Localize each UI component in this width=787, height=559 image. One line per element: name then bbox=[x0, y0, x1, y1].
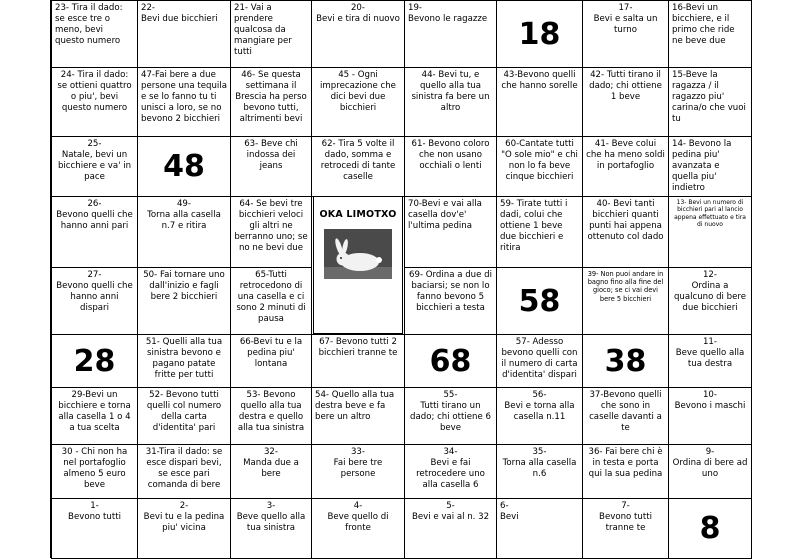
board-square: 35- Torna alla casella n.6 bbox=[496, 444, 583, 499]
board-square: 44- Bevi tu, e quello alla tua sinistra fa bere un altro bbox=[404, 67, 497, 137]
board-square: 33- Fai bere tre persone bbox=[311, 444, 405, 499]
board-square: 54- Quello alla tua destra beve e fa bere un altro bbox=[311, 387, 405, 445]
board-square: 5- Bevi e vai al n. 32 bbox=[404, 498, 497, 559]
board-square: 62- Tira 5 volte il dado, somma e retrocedi di tante caselle bbox=[311, 136, 405, 197]
board-square: 40- Bevi tanti bicchieri quanti punti hai appena ottenuto col dado bbox=[582, 196, 669, 268]
board-square: 39- Non puoi andare in bagno fino alla fine del gioco; se ci vai devi bere 5 bicchieri bbox=[582, 267, 669, 335]
board-square: 47-Fai bere a due persone una tequila e se lo fanno tu ti unisci a loro, se no bevono 2 bicchieri bbox=[137, 67, 231, 137]
board-square: 56- Bevi e torna alla casella n.11 bbox=[496, 387, 583, 445]
milestone-square: 68 bbox=[404, 334, 497, 388]
board-square: 59- Tirate tutti i dadi, colui che ottiene 1 beve due bicchieri e ritira bbox=[496, 196, 583, 268]
board-square: 10- Bevono i maschi bbox=[668, 387, 752, 445]
board-square: 12- Ordina a qualcuno di bere due bicchieri bbox=[668, 267, 752, 335]
board-square: 37-Bevono quelli che sono in caselle davanti a te bbox=[582, 387, 669, 445]
board-square: 27- Bevono quelli che hanno anni dispari bbox=[51, 267, 138, 335]
board-square: 25- Natale, bevi un bicchiere e va' in pace bbox=[51, 136, 138, 197]
board-square: 1- Bevono tutti bbox=[51, 498, 138, 559]
board-square: 29-Bevi un bicchiere e torna alla casella 1 o 4 a tua scelta bbox=[51, 387, 138, 445]
board-square: 16-Bevi un bicchiere, e il primo che ride ne beve due bbox=[668, 0, 752, 68]
board-square: 14- Bevono la pedina piu' avanzata e quella piu' indietro bbox=[668, 136, 752, 197]
board-square: 41- Beve colui che ha meno soldi in portafoglio bbox=[582, 136, 669, 197]
board-square: 63- Beve chi indossa dei jeans bbox=[230, 136, 312, 197]
board-square: 3- Beve quello alla tua sinistra bbox=[230, 498, 312, 559]
milestone-square: 38 bbox=[582, 334, 669, 388]
board-square: 55- Tutti tirano un dado; chi ottiene 6 beve bbox=[404, 387, 497, 445]
board-square: 30 - Chi non ha nel portafoglio almeno 5 euro beve bbox=[51, 444, 138, 499]
board-square: 53- Bevono quello alla tua destra e quello alla tua sinistra bbox=[230, 387, 312, 445]
board-square: 49- Torna alla casella n.7 e ritira bbox=[137, 196, 231, 268]
board-square: 4- Beve quello di fronte bbox=[311, 498, 405, 559]
board-square: 45 - Ogni imprecazione che dici bevi due bicchieri bbox=[311, 67, 405, 137]
center-logo-box bbox=[313, 196, 403, 334]
board-square: 66-Bevi tu e la pedina piu' lontana bbox=[230, 334, 312, 388]
board-square: 70-Bevi e vai alla casella dov'e' l'ultima pedina bbox=[404, 196, 497, 268]
board-square: 9- Ordina di bere ad uno bbox=[668, 444, 752, 499]
board-square: 50- Fai tornare uno dall'inizio e fagli bere 2 bicchieri bbox=[137, 267, 231, 335]
milestone-square: 18 bbox=[496, 0, 583, 68]
board-square: 11- Beve quello alla tua destra bbox=[668, 334, 752, 388]
center-title: OKA LIMOTXO bbox=[319, 209, 397, 220]
board-square: 2- Bevi tu e la pedina piu' vicina bbox=[137, 498, 231, 559]
board-square: 51- Quelli alla tua sinistra bevono e pagano patate fritte per tutti bbox=[137, 334, 231, 388]
board-square: 36- Fai bere chi è in testa e porta qui la sua pedina bbox=[582, 444, 669, 499]
board-square: 42- Tutti tirano il dado; chi ottiene 1 beve bbox=[582, 67, 669, 137]
board-square: 46- Se questa settimana il Brescia ha perso bevono tutti, altrimenti bevi bbox=[230, 67, 312, 137]
board-square: 20- Bevi e tira di nuovo bbox=[311, 0, 405, 68]
milestone-square: 48 bbox=[137, 136, 231, 197]
board-square: 6- Bevi bbox=[496, 498, 583, 559]
milestone-square: 8 bbox=[668, 498, 752, 559]
board-square: 43-Bevono quelli che hanno sorelle bbox=[496, 67, 583, 137]
board-square: 34- Bevi e fai retrocedere uno alla casella 6 bbox=[404, 444, 497, 499]
board-square: 57- Adesso bevono quelli con il numero di carta d'identita' dispari bbox=[496, 334, 583, 388]
board-square: 32- Manda due a bere bbox=[230, 444, 312, 499]
rabbit-logo-icon bbox=[324, 229, 392, 279]
milestone-square: 58 bbox=[496, 267, 583, 335]
board-square: 7- Bevono tutti tranne te bbox=[582, 498, 669, 559]
board-square: 69- Ordina a due di baciarsi; se non lo fanno bevono 5 bicchieri a testa bbox=[404, 267, 497, 335]
board-square: 60-Cantate tutti "O sole mio" e chi non lo fa beve cinque bicchieri bbox=[496, 136, 583, 197]
board-square: 52- Bevono tutti quelli col numero della carta d'identita' pari bbox=[137, 387, 231, 445]
board-square: 61- Bevono coloro che non usano occhiali o lenti bbox=[404, 136, 497, 197]
board-square: 24- Tira il dado: se ottieni quattro o piu', bevi questo numero bbox=[51, 67, 138, 137]
board-square: 15-Beve la ragazza / il ragazzo piu' carina/o che vuoi tu bbox=[668, 67, 752, 137]
board-square: 26- Bevono quelli che hanno anni pari bbox=[51, 196, 138, 268]
milestone-square: 28 bbox=[51, 334, 138, 388]
board-square: 23- Tira il dado: se esce tre o meno, bevi questo numero bbox=[51, 0, 138, 68]
board-square: 65-Tutti retrocedono di una casella e ci sono 2 minuti di pausa bbox=[230, 267, 312, 335]
board-square: 64- Se bevi tre bicchieri veloci gli altri ne berranno uno; se no ne bevi due bbox=[230, 196, 312, 268]
board-square: 21- Vai a prendere qualcosa da mangiare per tutti bbox=[230, 0, 312, 68]
board-square: 13- Bevi un numero di bicchieri pari al lancio appena effettuato e tira di nuovo bbox=[668, 196, 752, 268]
board-square: 19- Bevono le ragazze bbox=[404, 0, 497, 68]
board-square: 67- Bevono tutti 2 bicchieri tranne te bbox=[311, 334, 405, 388]
board-square: 17- Bevi e salta un turno bbox=[582, 0, 669, 68]
board-square: 31-Tira il dado: se esce dispari bevi, se esce pari comanda di bere bbox=[137, 444, 231, 499]
board-square: 22- Bevi due bicchieri bbox=[137, 0, 231, 68]
